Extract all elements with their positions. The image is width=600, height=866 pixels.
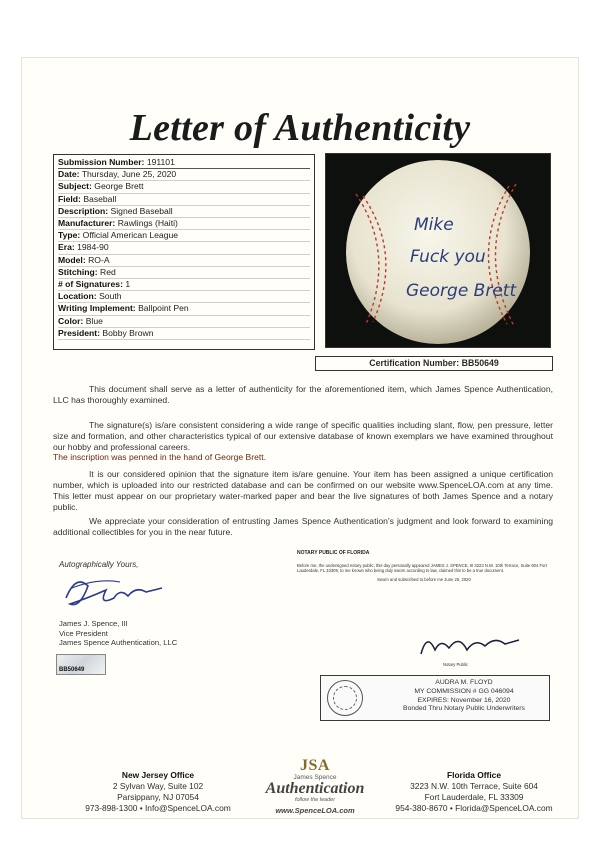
detail-key: Era: <box>58 242 75 253</box>
notary-header: NOTARY PUBLIC OF FLORIDA <box>297 550 370 556</box>
detail-key: Subject: <box>58 181 92 192</box>
detail-row <box>58 267 310 279</box>
hologram-sticker <box>56 654 106 675</box>
detail-row <box>58 157 310 169</box>
detail-key: Stitching: <box>58 266 98 277</box>
detail-row <box>58 303 310 315</box>
detail-key: Location: <box>58 291 97 302</box>
detail-value: Blue <box>85 315 103 326</box>
logo-url: www.SpenceLOA.com <box>275 806 355 815</box>
detail-row <box>58 291 310 303</box>
detail-key: Type: <box>58 230 81 241</box>
baseball-image <box>326 154 550 347</box>
detail-row <box>58 316 310 328</box>
signer-name: James J. Spence, III <box>59 619 128 628</box>
inscription-line-2: Fuck you <box>410 247 486 267</box>
page-title: Letter of Authenticity <box>129 107 471 149</box>
detail-key: Manufacturer: <box>58 218 116 229</box>
detail-value: Red <box>100 266 116 277</box>
detail-value: Baseball <box>83 193 117 204</box>
hologram-code: BB50649 <box>59 667 85 673</box>
paragraph-intro: This document shall serve as a letter of authenticity for the aforementioned item, which James Spence Authentication, LLC has thoroughly examined. <box>53 384 553 405</box>
signer-title: Vice President <box>59 628 108 638</box>
paragraph-opinion: It is our considered opinion that the signature item is/are genuine. Your item has been assigned a unique certification number, which is uploaded into our restricted database and can be confirmed on our website www.SpenceLOA.com at any time. This letter must appear on our proprietary water-marked paper and bear the live signatures of both James Spence and a notary public. <box>53 469 553 512</box>
stamp-bonded: Bonded Thru Notary Public Underwriters <box>403 705 525 713</box>
footer-fl-office <box>378 770 570 814</box>
detail-value: RO-A <box>88 254 110 265</box>
detail-row <box>58 194 310 206</box>
detail-key: Description: <box>58 205 109 216</box>
detail-key: Submission Number: <box>58 157 145 167</box>
signoff: Autographically Yours, <box>59 560 139 569</box>
detail-row <box>58 181 310 193</box>
detail-key: Date: <box>58 169 80 180</box>
inscription-line-1: Mike <box>414 215 454 235</box>
detail-row <box>58 255 310 267</box>
cert-number: BB50649 <box>461 358 499 368</box>
detail-value: Bobby Brown <box>102 327 154 338</box>
paragraph-inscription: The inscription was penned in the hand of George Brett. <box>53 452 267 462</box>
detail-row <box>58 206 310 218</box>
detail-key: Field: <box>58 193 81 204</box>
notary-stamp <box>320 675 550 721</box>
cert-label: Certification Number: <box>369 358 460 368</box>
detail-row <box>58 218 310 230</box>
detail-key: President: <box>58 327 101 338</box>
detail-value: 1 <box>125 279 131 290</box>
detail-value: Rawlings (Haiti) <box>117 218 178 229</box>
detail-key: Model: <box>58 254 86 265</box>
detail-row <box>58 230 310 242</box>
spence-signature <box>58 568 168 616</box>
detail-value: George Brett <box>94 181 144 192</box>
detail-key: Writing Implement: <box>58 303 136 314</box>
nj-contact: 973-898-1300 • Info@SpenceLOA.com <box>85 803 231 813</box>
fl-address-line2: Fort Lauderdale, FL 33309 <box>424 792 524 802</box>
signed-baseball-photo <box>325 153 551 348</box>
letter-sheet <box>22 58 578 818</box>
paragraph-closing: We appreciate your consideration of entrusting James Spence Authentication's judgment and look forward to examining additional collectibles for you in the near future. <box>53 516 553 537</box>
logo-company: James Spence <box>293 774 337 781</box>
signer-block <box>59 619 177 648</box>
notary-signature <box>415 628 525 662</box>
stamp-expires: EXPIRES: November 16, 2020 <box>417 696 511 704</box>
detail-value: 1984-90 <box>77 242 109 253</box>
detail-value: South <box>99 291 122 302</box>
notary-statement: Before me, the undersigned notary public, this day personally appeared JAMES J. SPENCE, III 3223 N.W. 10th Terrace, Suite 604 Fort Lauderdale, FL 33309, to me known who being duly sworn according to law, claimed this to be a true document. <box>297 563 547 574</box>
certification-number-box <box>315 356 553 371</box>
notary-section <box>297 550 555 667</box>
logo-authentication: Authentication <box>265 780 365 797</box>
detail-value: Signed Baseball <box>110 205 173 216</box>
nj-address-line2: Parsippany, NJ 07054 <box>117 792 199 802</box>
detail-row <box>58 328 310 340</box>
nj-office-title: New Jersey Office <box>121 770 195 780</box>
notary-public-label: Notary Public <box>443 662 468 667</box>
detail-row <box>58 279 310 291</box>
inscription-signature: George Brett <box>406 281 517 301</box>
nj-address-line1: 2 Sylvan Way, Suite 102 <box>112 781 204 791</box>
notary-seal-icon <box>327 680 363 716</box>
detail-key: # of Signatures: <box>58 279 123 290</box>
stamp-commission: MY COMMISSION # GG 046094 <box>414 687 514 695</box>
notary-sworn-line: Sworn and subscribed to before me June 25, 2020 <box>377 576 471 582</box>
detail-row <box>58 169 310 181</box>
item-details-table <box>53 154 315 350</box>
signer-company: James Spence Authentication, LLC <box>59 638 178 647</box>
stamp-name: AUDRA M. FLOYD <box>435 679 493 686</box>
detail-value: 191101 <box>146 157 175 167</box>
fl-office-title: Florida Office <box>447 770 501 780</box>
logo-tagline: follow the leader <box>294 797 336 803</box>
footer-nj-office <box>70 770 246 814</box>
fl-contact: 954-380-8670 • Florida@SpenceLOA.com <box>395 803 553 813</box>
detail-value: Thursday, June 25, 2020 <box>81 169 177 180</box>
detail-value: Official American League <box>82 230 179 241</box>
detail-row <box>58 242 310 254</box>
detail-key: Color: <box>58 315 84 326</box>
fl-address-line1: 3223 N.W. 10th Terrace, Suite 604 <box>410 781 538 791</box>
detail-value: Ballpoint Pen <box>138 303 189 314</box>
logo-jsa: JSA <box>300 757 330 774</box>
paragraph-signature-analysis: The signature(s) is/are consistent considering a wide range of specific qualities including slant, flow, pen pressure, letter size and formation, and other characteristics typical of our extensive database of known exemplars we have examined throughout our hobby and professional careers. <box>53 420 553 452</box>
jsa-logo <box>250 758 380 820</box>
